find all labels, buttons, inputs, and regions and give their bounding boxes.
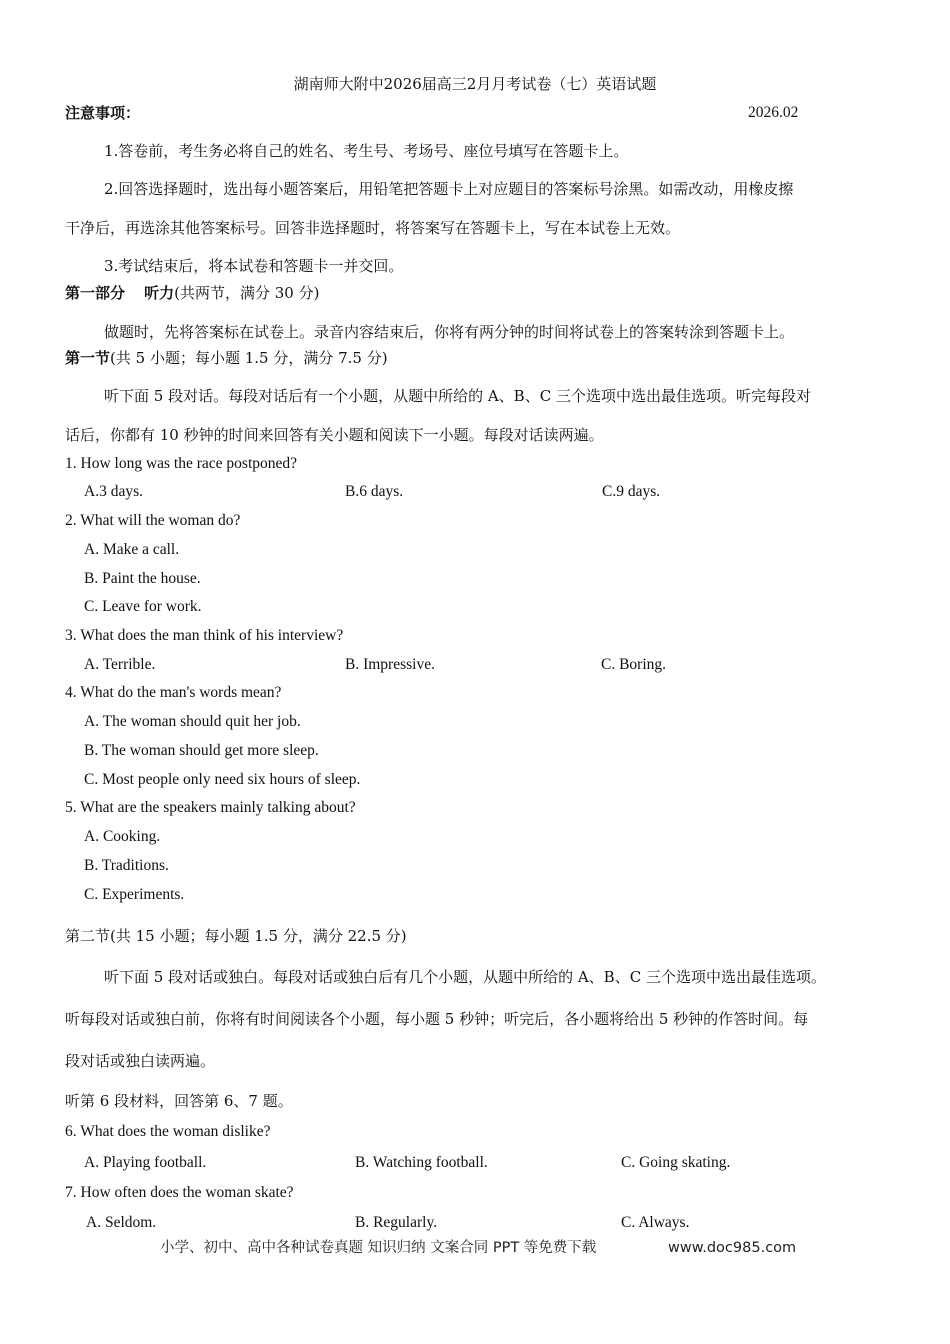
question-1: 1. How long was the race postponed? [65,455,298,472]
question-3: 3. What does the man think of his interview? [65,627,344,644]
section2-instruction-2: 听每段对话或独白前，你将有时间阅读各个小题，每小题 5 秒钟；听完后，各小题将给出 5 秒钟的作答时间。每 [65,1010,809,1028]
question-7: 7. How often does the woman skate? [65,1184,294,1201]
q1-option-c: C.9 days. [602,483,661,500]
section1-instruction-2: 话后，你都有 10 秒钟的时间来回答有关小题和阅读下一小题。每段对话读两遍。 [65,426,604,444]
q1-option-b: B.6 days. [345,483,404,500]
q6-option-b: B. Watching football. [355,1154,488,1171]
footer-url[interactable]: www.doc985.com [668,1240,797,1256]
page-title: 湖南师大附中2026届高三2月月考试卷（七）英语试题 [293,75,657,93]
section2-instruction-3: 段对话或独白读两遍。 [65,1052,216,1070]
question-2: 2. What will the woman do? [65,512,241,529]
q7-option-c: C. Always. [621,1214,690,1231]
notice-item-1: 1.答卷前，考生务必将自己的姓名、考生号、考场号、座位号填写在答题卡上。 [104,142,629,160]
notice-label: 注意事项： [65,104,141,122]
part1-heading [65,283,319,303]
q6-option-c: C. Going skating. [621,1154,731,1171]
q2-option-c: C. Leave for work. [84,598,202,615]
q7-option-b: B. Regularly. [355,1214,438,1231]
q5-option-a: A. Cooking. [84,828,161,845]
exam-date: 2026.02 [748,104,799,121]
notice-item-2: 2.回答选择题时，选出每小题答案后，用铅笔把答题卡上对应题目的答案标号涂黑。如需改动，用橡皮擦 [104,180,794,198]
material-6-heading: 听第 6 段材料，回答第 6、7 题。 [65,1092,293,1110]
q4-option-c: C. Most people only need six hours of sleep. [84,771,361,788]
q2-option-a: A. Make a call. [84,541,180,558]
notice-item-2-cont: 干净后，再选涂其他答案标号。回答非选择题时，将答案写在答题卡上，写在本试卷上无效。 [65,219,681,237]
section1-heading [65,348,388,368]
q6-option-a: A. Playing football. [84,1154,207,1171]
q7-option-a: A. Seldom. [86,1214,157,1231]
q3-option-b: B. Impressive. [345,656,435,673]
question-4: 4. What do the man's words mean? [65,684,282,701]
footer-text: 小学、初中、高中各种试卷真题 知识归纳 文案合同 PPT 等免费下载 [160,1240,597,1256]
q3-option-c: C. Boring. [601,656,667,673]
q4-option-b: B. The woman should get more sleep. [84,742,319,759]
section1-instruction-1: 听下面 5 段对话。每段对话后有一个小题，从题中所给的 A、B、C 三个选项中选出最佳选项。听完每段对 [104,387,811,405]
q3-option-a: A. Terrible. [84,656,156,673]
section1-note: (共 5 小题；每小题 1.5 分，满分 7.5 分) [110,349,388,367]
part1-note: (共两节，满分 30 分) [174,284,320,302]
q5-option-b: B. Traditions. [84,857,169,874]
section2-heading: 第二节(共 15 小题；每小题 1.5 分，满分 22.5 分) [65,927,407,945]
q1-option-a: A.3 days. [84,483,143,500]
part1-instruction: 做题时，先将答案标在试卷上。录音内容结束后，你将有两分钟的时间将试卷上的答案转涂到答题卡上。 [104,323,795,341]
notice-item-3: 3.考试结束后，将本试卷和答题卡一并交回。 [104,257,404,275]
section2-instruction-1: 听下面 5 段对话或独白。每段对话或独白后有几个小题，从题中所给的 A、B、C 三个选项中选出最佳选项。 [104,968,826,986]
q5-option-c: C. Experiments. [84,886,185,903]
q4-option-a: A. The woman should quit her job. [84,713,301,730]
q2-option-b: B. Paint the house. [84,570,201,587]
part1-label: 第一部分 [65,284,126,302]
question-5: 5. What are the speakers mainly talking about? [65,799,356,816]
question-6: 6. What does the woman dislike? [65,1123,271,1140]
part1-title: 听力 [144,284,175,302]
section1-label: 第一节 [65,349,111,367]
